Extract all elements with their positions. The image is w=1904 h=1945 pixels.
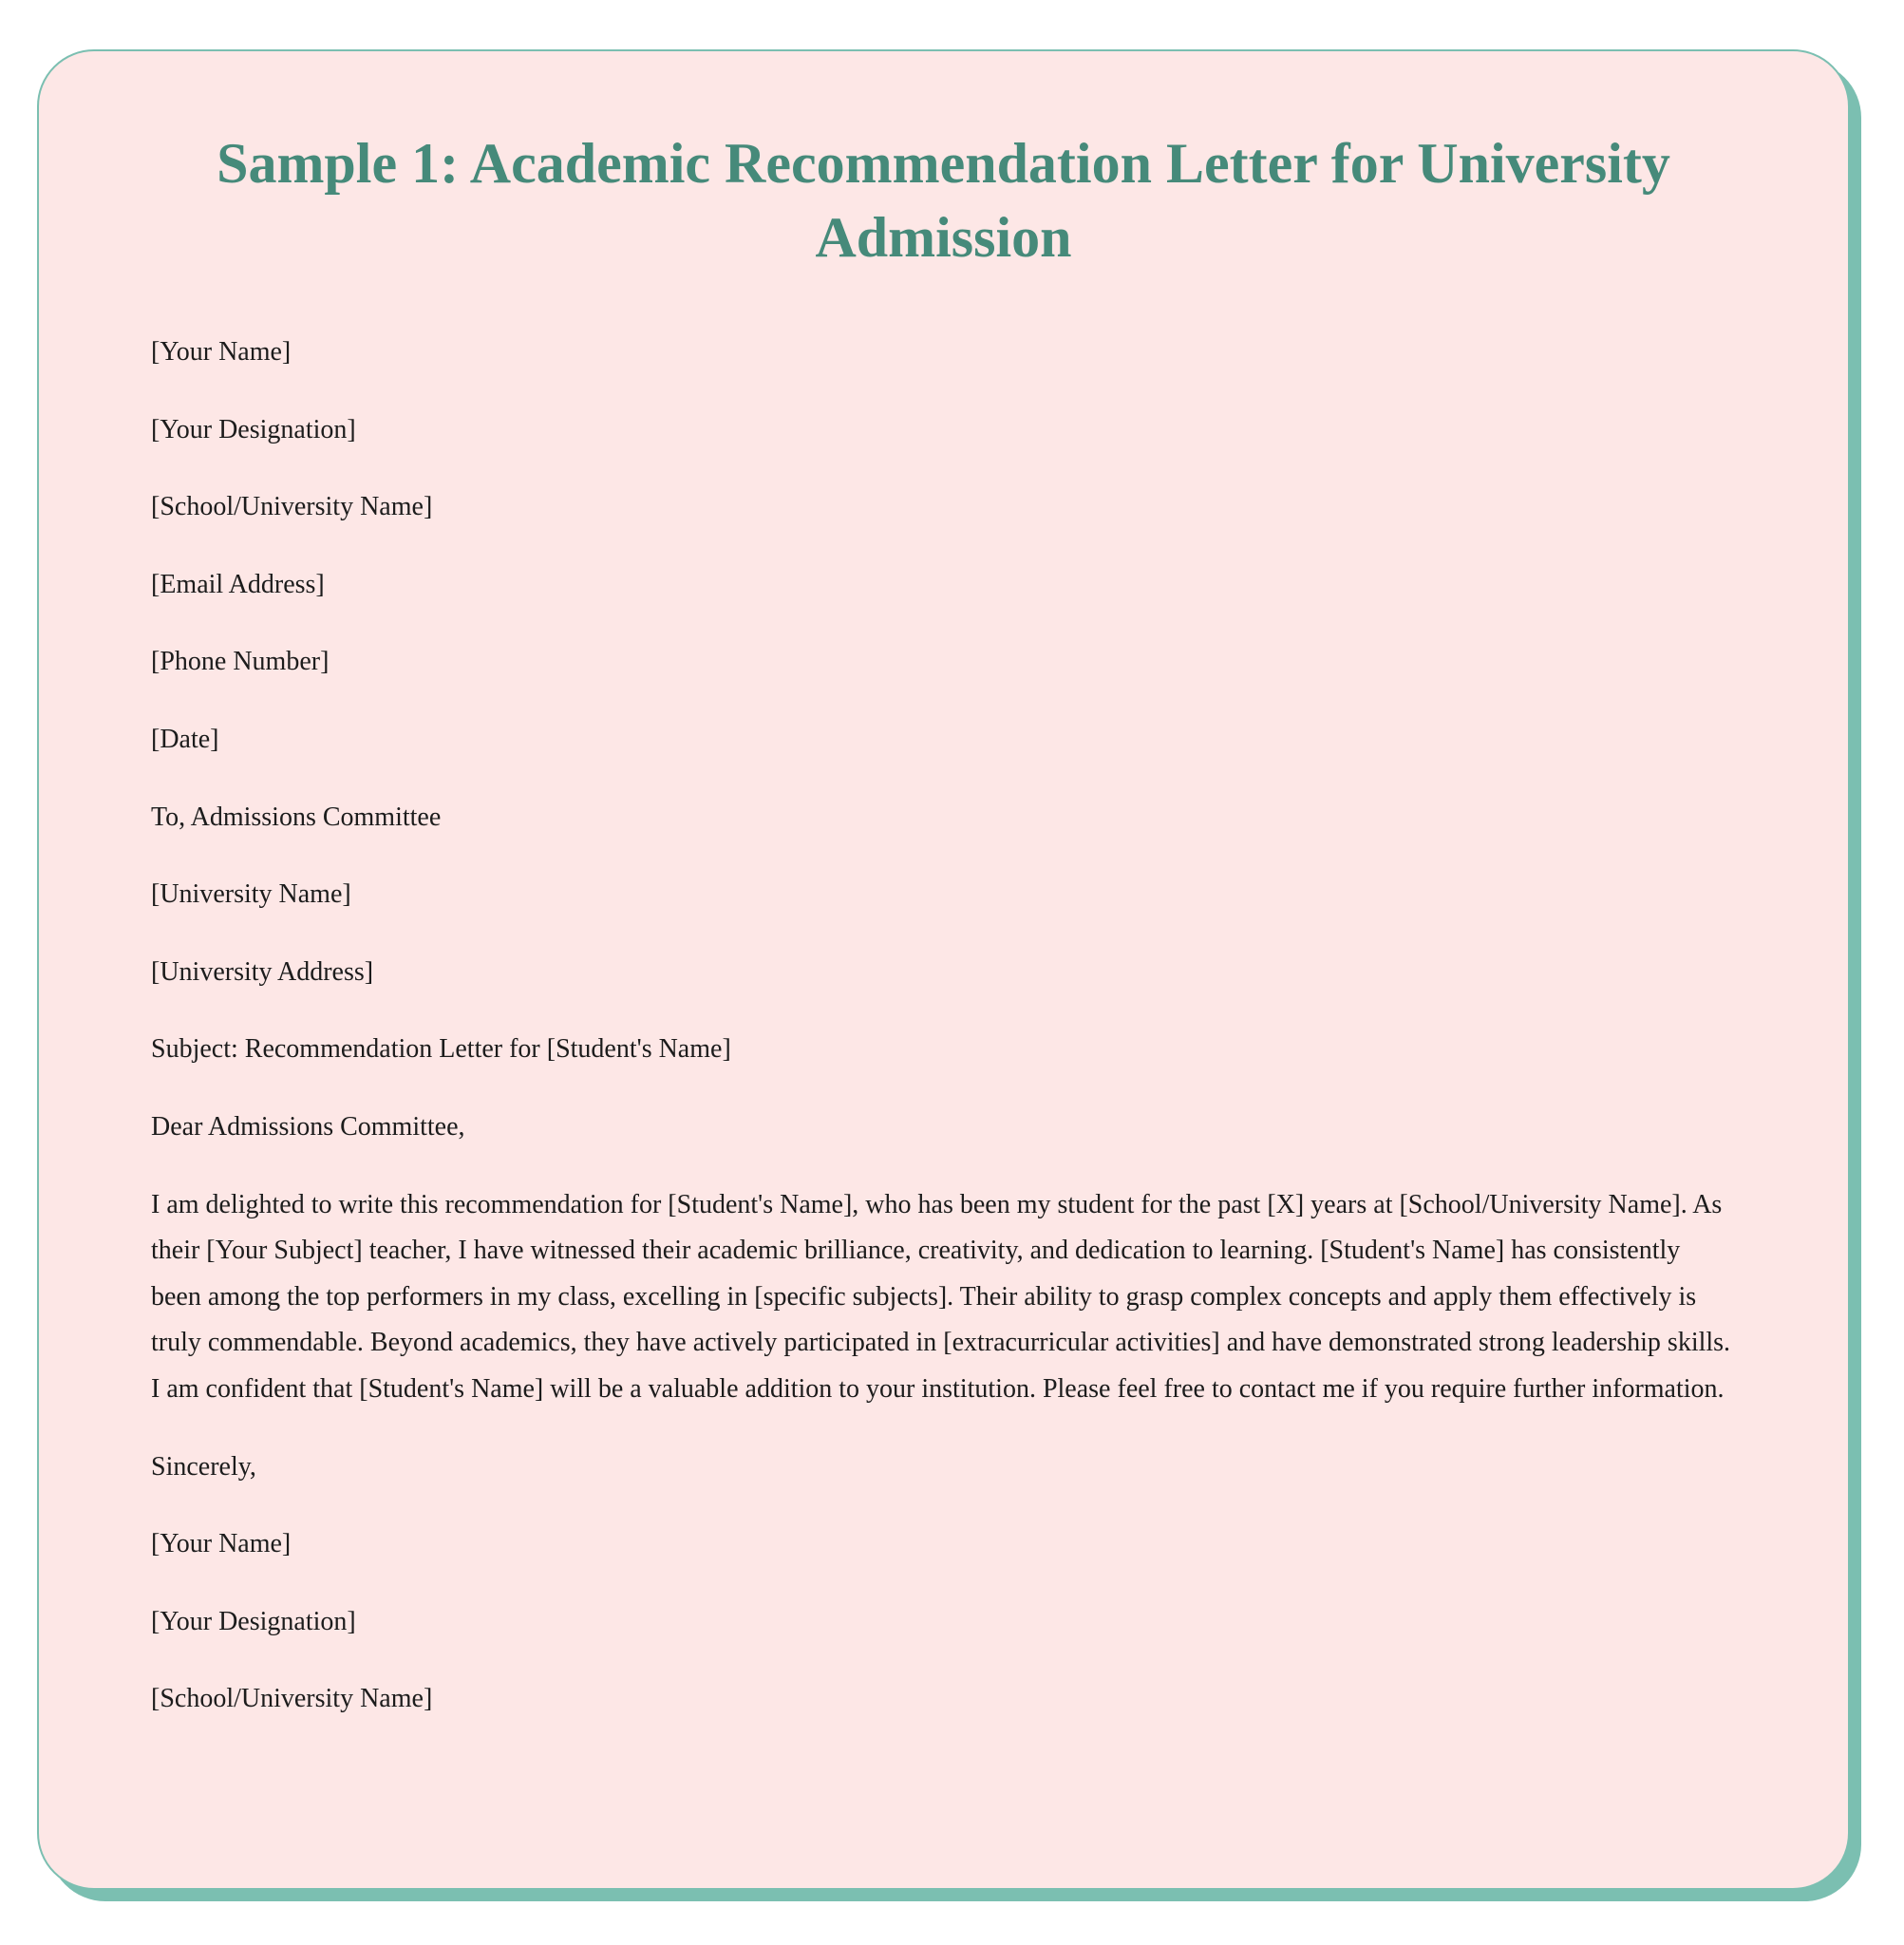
sender-school: [School/University Name]	[151, 492, 433, 522]
sender-name: [Your Name]	[151, 337, 292, 367]
letter-card	[37, 49, 1850, 1890]
letter-body: I am delighted to write this recommendation for [Student's Name], who has been my student for the past [X] years at [School/University Name]. As their [Your Subject] teacher, I have witnessed their academic brilliance, creativity, and dedication to learning. [Student's Name] has consistently been among the top performers in my class, excelling in [specific subjects]. Their ability to grasp complex concepts and apply them effectively is truly commendable. Beyond academics, they have actively participated in [extracurricular activities] and have demonstrated strong leadership skills. I am confident that [Student's Name] will be a valuable addition to your institution. Please feel free to contact me if you require further information.	[151, 1189, 1731, 1404]
sender-designation: [Your Designation]	[151, 414, 356, 444]
signature-name: [Your Name]	[151, 1529, 292, 1559]
recipient-university: [University Name]	[151, 879, 351, 910]
sender-email: [Email Address]	[151, 569, 325, 599]
letter-subject: Subject: Recommendation Letter for [Student's Name]	[151, 1034, 731, 1065]
letter-title: Sample 1: Academic Recommendation Letter for University Admission	[217, 132, 1670, 269]
signature-designation: [Your Designation]	[151, 1606, 356, 1636]
recipient-line: To, Admissions Committee	[151, 802, 442, 832]
recipient-address: [University Address]	[151, 956, 374, 987]
letter-salutation: Dear Admissions Committee,	[151, 1111, 465, 1142]
letter-date: [Date]	[151, 724, 219, 754]
signature-school: [School/University Name]	[151, 1684, 433, 1714]
sender-phone: [Phone Number]	[151, 647, 330, 677]
letter-closing: Sincerely,	[151, 1451, 256, 1482]
